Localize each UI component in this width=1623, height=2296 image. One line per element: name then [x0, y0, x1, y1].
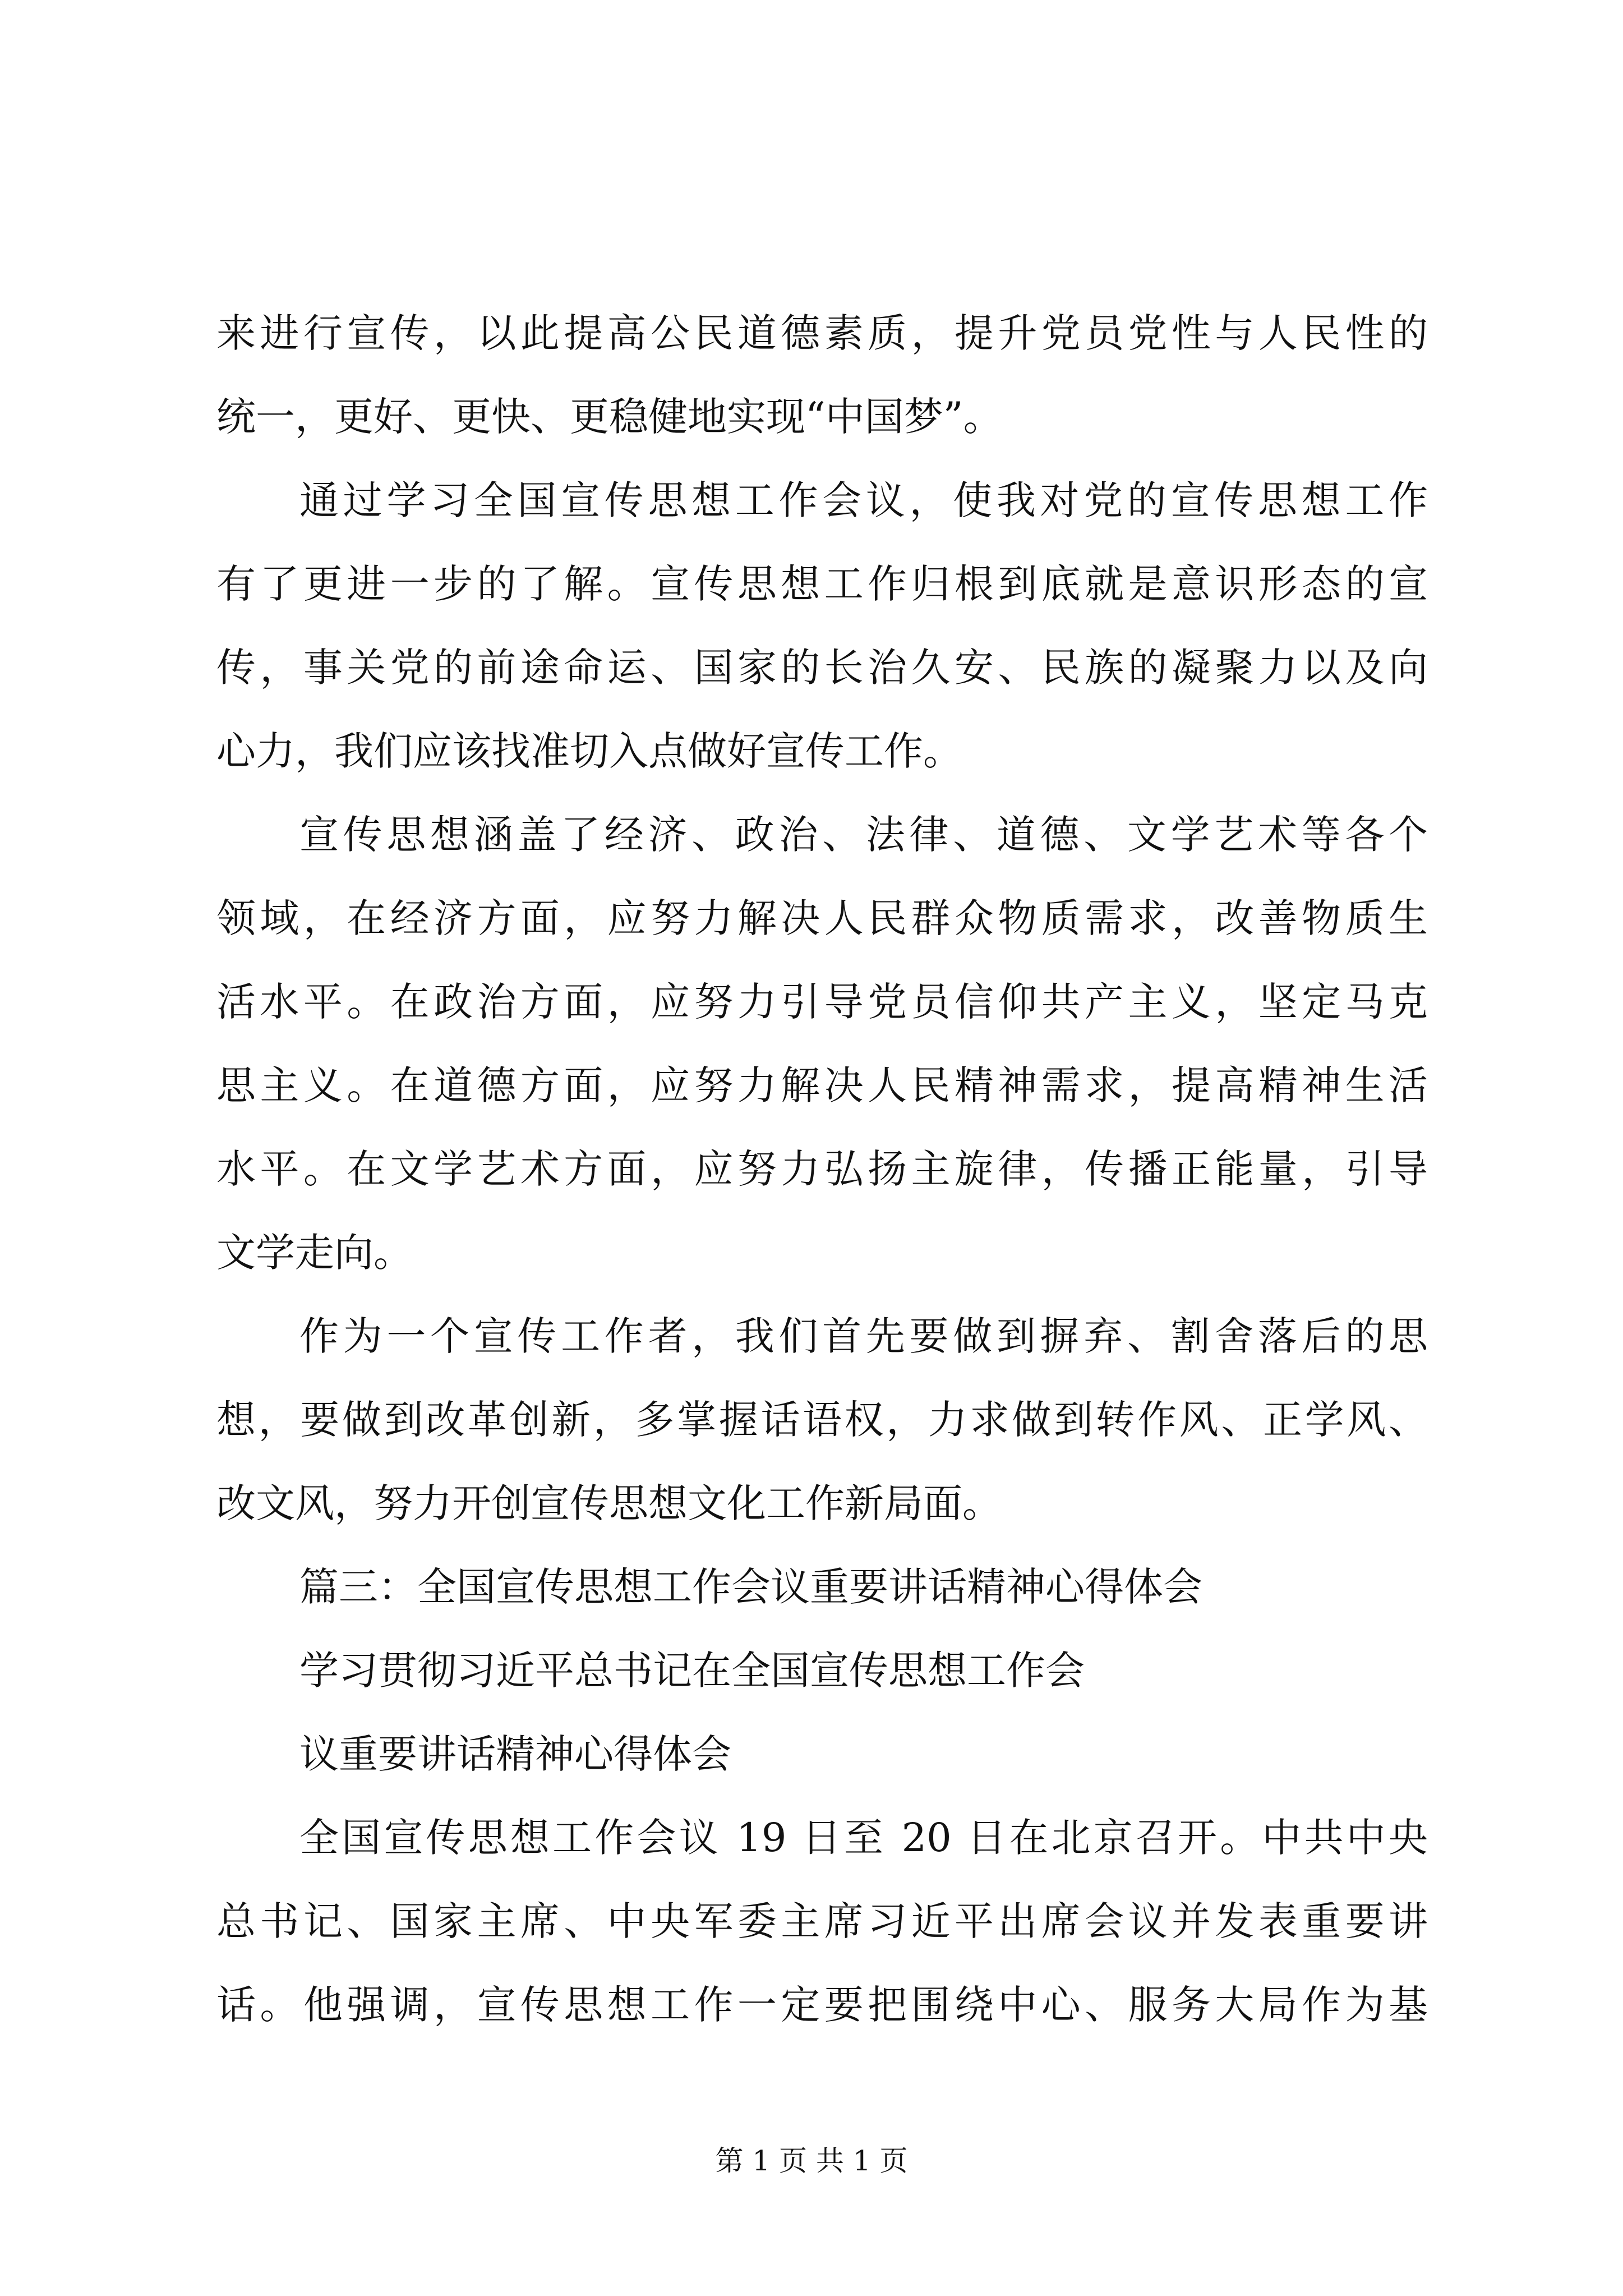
text-line: 思主义。在道德方面，应努力解决人民精神需求，提高精神生活: [216, 1062, 1428, 1108]
text-line: 话。他强调，宣传思想工作一定要把围绕中心、服务大局作为基: [216, 1982, 1428, 2028]
text-line: 水平。在文学艺术方面，应努力弘扬主旋律，传播正能量，引导: [216, 1146, 1428, 1192]
section-heading: 篇三：全国宣传思想工作会议重要讲话精神心得体会: [299, 1564, 1202, 1610]
text-line: 有了更进一步的了解。宣传思想工作归根到底就是意识形态的宣: [216, 561, 1428, 607]
text-line: 改文风，努力开创宣传思想文化工作新局面。: [216, 1480, 1002, 1526]
paragraph-start-line: 作为一个宣传工作者，我们首先要做到摒弃、割舍落后的思: [299, 1313, 1428, 1359]
text-line: 活水平。在政治方面，应努力引导党员信仰共产主义，坚定马克: [216, 979, 1428, 1025]
text-line: 想，要做到改革创新，多掌握话语权，力求做到转作风、正学风、: [216, 1397, 1428, 1443]
paragraph-start-line: 宣传思想涵盖了经济、政治、法律、道德、文学艺术等各个: [299, 812, 1428, 858]
text-line: 领域，在经济方面，应努力解决人民群众物质需求，改善物质生: [216, 895, 1428, 941]
article-title-line: 学习贯彻习近平总书记在全国宣传思想工作会: [299, 1648, 1085, 1694]
text-line: 传，事关党的前途命运、国家的长治久安、民族的凝聚力以及向: [216, 645, 1428, 691]
text-line: 来进行宣传，以此提高公民道德素质，提升党员党性与人民性的: [216, 310, 1428, 356]
text-line: 文学走向。: [216, 1230, 413, 1276]
paragraph-start-line: 全国宣传思想工作会议 19 日至 20 日在北京召开。中共中央: [299, 1815, 1428, 1861]
text-line: 心力，我们应该找准切入点做好宣传工作。: [216, 728, 962, 774]
document-body: [216, 292, 1428, 2047]
text-line: 总书记、国家主席、中央军委主席习近平出席会议并发表重要讲: [216, 1898, 1428, 1944]
article-title-line: 议重要讲话精神心得体会: [299, 1731, 731, 1777]
paragraph-start-line: 通过学习全国宣传思想工作会议，使我对党的宣传思想工作: [299, 477, 1428, 523]
page-number-footer: 第 1 页 共 1 页: [715, 2145, 908, 2177]
text-line: 统一，更好、更快、更稳健地实现“中国梦”。: [216, 394, 1003, 440]
